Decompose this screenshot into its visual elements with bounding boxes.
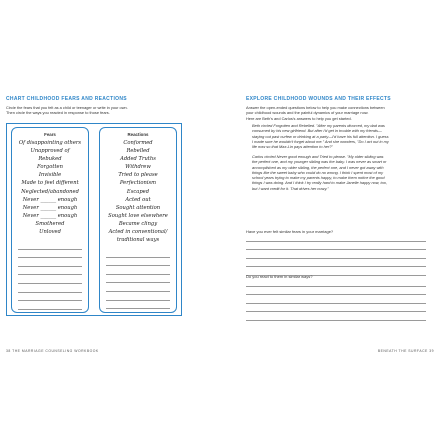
intro-line: Circle the fears that you felt as a child or teenager or write in your own.: [6, 105, 128, 110]
question-2-answer-lines[interactable]: [246, 278, 426, 321]
fear-item[interactable]: Forgotten: [37, 164, 63, 171]
fear-item[interactable]: Made to feel different: [21, 180, 79, 187]
reaction-item[interactable]: traditional ways: [116, 237, 160, 244]
fear-item[interactable]: Of disappointing others: [18, 140, 82, 146]
reaction-item[interactable]: Tried to please: [118, 172, 158, 179]
answer-line: I made sure he wouldn't forget about me." And she wonders, "Do I act out in my: [252, 138, 389, 144]
fear-item[interactable]: Never ______ enough: [22, 196, 78, 203]
answer-line: life now so that Max-Lin pays attention to her?": [252, 144, 333, 150]
left-page-footer: 38 THE MARRIAGE COUNSELING WORKBOOK: [6, 349, 99, 353]
reaction-item[interactable]: Conformed: [123, 140, 153, 146]
fear-item[interactable]: Invisible: [38, 172, 62, 179]
reactions-list: [100, 139, 176, 244]
fears-list: [12, 139, 88, 236]
reaction-item[interactable]: Escaped: [126, 188, 150, 195]
intro-line: your childhood wounds and the painful dynamics of your marriage now.: [246, 110, 369, 116]
reaction-item[interactable]: Added Truths: [120, 156, 156, 163]
right-page-footer: BENEATH THE SURFACE 39: [377, 349, 434, 353]
answer-line: things I was doing. And I think I try really hard to make Janelle happy now, too,: [252, 180, 388, 186]
question-1-answer-lines[interactable]: [246, 233, 426, 276]
reaction-item[interactable]: Acted in conventional/: [108, 229, 168, 236]
reaction-item[interactable]: Sought attention: [115, 204, 161, 211]
reaction-item[interactable]: Withdrew: [125, 164, 151, 171]
answer-line: Carlos circled Never good enough and Tried to please. "My older sibling was: [252, 154, 384, 159]
answer-line: consumed by his new girlfriend. But after I'd get in trouble with my friends—: [252, 128, 382, 134]
left-page-heading: CHART CHILDHOOD FEARS AND REACTIONS: [6, 96, 127, 102]
intro-line: Here are Beth's and Carlos's answers to help you get started.: [246, 115, 352, 121]
fears-write-in-lines[interactable]: [18, 241, 82, 310]
answer-line: accomplished as my older sibling, the perfect one, and I never got away with: [252, 164, 384, 170]
intro-line: Then circle the ways you reacted in response to those fears.: [6, 110, 110, 116]
fear-item[interactable]: Never ______ enough: [22, 204, 78, 211]
intro-line: Answer the open-ended questions below to help you make connections between: [246, 105, 385, 110]
right-page: [246, 96, 436, 358]
left-intro: [6, 105, 128, 116]
fear-item[interactable]: Never ______ enough: [22, 212, 78, 219]
right-page-heading: EXPLORE CHILDHOOD WOUNDS AND THEIR EFFECTS: [246, 96, 391, 102]
fear-item[interactable]: Neglected/abandoned: [21, 188, 79, 195]
reaction-item[interactable]: Sought love elsewhere: [108, 212, 168, 219]
reactions-header: Reactions: [127, 132, 149, 137]
question-similar-reactions: Do you react to them in similar ways?: [246, 274, 313, 279]
fear-item[interactable]: Unloved: [39, 229, 61, 236]
fear-item[interactable]: Rebuked: [38, 156, 62, 163]
carlos-answer: [252, 154, 387, 191]
reactions-write-in-lines[interactable]: [106, 249, 170, 309]
reaction-item[interactable]: Rebelled: [126, 148, 150, 155]
beth-answer: [252, 123, 389, 149]
fears-reactions-chart: [6, 123, 182, 316]
reactions-column: [99, 127, 177, 313]
fears-header: Fears: [44, 132, 56, 137]
right-intro: [246, 105, 385, 121]
answer-line: Beth circled Forgotten and Rebelled. "After my parents divorced, my dad was: [252, 123, 385, 128]
reaction-item[interactable]: Acted out: [125, 196, 151, 203]
answer-line: staying out past curfew or drinking at a party—I'd have his full attention. I guess: [252, 133, 389, 139]
answer-line: things like the sweet baby who could do no wrong. I think I spent most of my: [252, 169, 384, 175]
answer-line: the perfect one, and my younger sibling was the baby. I was never as smart or: [252, 159, 387, 165]
fears-column: [11, 127, 89, 313]
fear-item[interactable]: Unapproved of: [30, 148, 70, 155]
question-similar-fears: Have you ever felt similar fears in your marriage?: [246, 229, 334, 234]
fear-item[interactable]: Smothered: [35, 220, 65, 227]
left-page: [6, 96, 214, 358]
reaction-item[interactable]: Perfectionism: [119, 180, 157, 187]
answer-line: school years trying to make my parents happy, to make them notice the good: [252, 175, 385, 181]
reaction-item[interactable]: Became clingy: [118, 220, 158, 227]
answer-line: but I want credit for it. That drives her crazy.": [252, 185, 329, 191]
